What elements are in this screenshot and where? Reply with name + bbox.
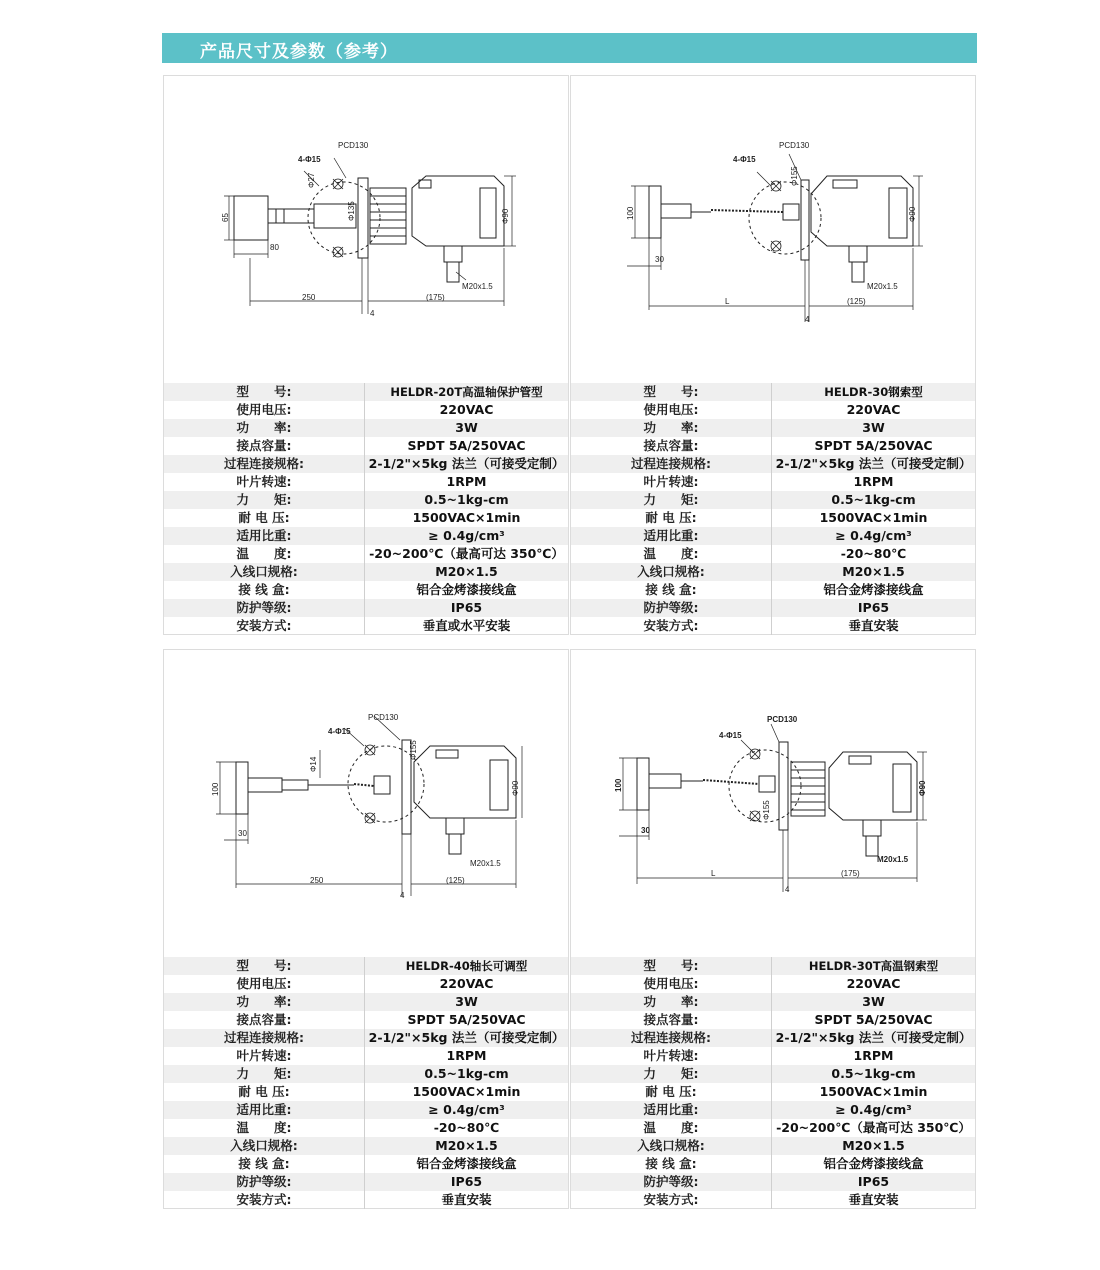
spec-label: 适用比重:: [164, 527, 365, 545]
spec-value: 2-1/2"×5kg 法兰（可接受定制）: [365, 455, 569, 473]
spec-row: [571, 1047, 975, 1065]
spec-row: [571, 455, 975, 473]
dim-head: (125): [847, 297, 866, 306]
dim-height: 100: [626, 206, 635, 220]
spec-value: 220VAC: [365, 975, 569, 993]
dim-paddle: 30: [655, 255, 664, 264]
adjustable-shaft: [354, 784, 374, 786]
spec-value: IP65: [365, 599, 569, 617]
section-header: [162, 33, 977, 63]
steel-cable: [711, 210, 783, 212]
spec-label: 接 线 盒:: [238, 1156, 290, 1171]
spec-value: 220VAC: [365, 401, 569, 419]
dim-cable: M20x1.5: [877, 855, 909, 864]
spec-row: [164, 599, 568, 617]
spec-label: 适用比重:: [164, 1101, 365, 1119]
pcd-circle: [749, 182, 821, 254]
spec-label: 型 号:: [571, 957, 772, 975]
spec-value: 铝合金烤漆接线盒: [772, 581, 976, 599]
spec-value: IP65: [365, 1173, 569, 1191]
spec-label: 力 矩:: [164, 491, 365, 509]
spec-label: 接点容量:: [236, 438, 292, 453]
spec-label: 安装方式:: [643, 1192, 699, 1207]
spec-label: 功 率:: [164, 993, 365, 1011]
spec-value: IP65: [772, 599, 976, 617]
spec-value: 0.5~1kg-cm: [772, 1065, 976, 1083]
dim-flange: 4: [805, 315, 810, 324]
spec-label: 安装方式:: [643, 618, 699, 633]
dim-holes: 4-Φ15: [719, 731, 742, 740]
spec-label: 叶片转速:: [643, 474, 699, 489]
dim-holes: 4-Φ15: [298, 155, 321, 164]
spec-label: 使用电压:: [643, 976, 699, 991]
spec-row: [164, 1029, 568, 1047]
spec-row: [164, 1119, 568, 1137]
spec-value: SPDT 5A/250VAC: [365, 1011, 569, 1029]
dim-height: 65: [221, 213, 230, 222]
housing: [414, 746, 516, 818]
spec-label: 叶片转速:: [643, 1048, 699, 1063]
spec-label: 温 度:: [236, 1120, 292, 1135]
dim-pcd: PCD130: [779, 141, 810, 150]
spec-value: SPDT 5A/250VAC: [365, 437, 569, 455]
spec-row: [571, 1119, 975, 1137]
spec-row: [164, 617, 568, 635]
spec-label: 过程连接规格:: [571, 455, 772, 473]
dim-d1: Φ155: [790, 166, 799, 186]
spec-value: 0.5~1kg-cm: [772, 491, 976, 509]
spec-label: 叶片转速:: [236, 1048, 292, 1063]
dim-height: 100: [614, 778, 623, 792]
spec-row: [164, 1065, 568, 1083]
spec-row: [571, 1011, 975, 1029]
spec-label: 温 度:: [643, 546, 699, 561]
dim-head: (175): [841, 869, 860, 878]
spec-row: [164, 581, 568, 599]
spec-label: 防护等级:: [164, 1173, 365, 1191]
paddle: [234, 196, 268, 240]
spec-label: 防护等级:: [164, 599, 365, 617]
spec-table: [164, 383, 568, 635]
spec-value: 垂直或水平安装: [365, 617, 569, 635]
dim-pcd: PCD130: [338, 141, 369, 150]
dim-body: Φ90: [918, 780, 927, 796]
spec-row: [164, 975, 568, 993]
dim-pcd: PCD130: [767, 715, 798, 724]
dim-length: 250: [302, 293, 316, 302]
spec-row: [164, 437, 568, 455]
spec-row: [164, 491, 568, 509]
dim-d1: Φ155: [762, 800, 771, 820]
dim-flange: 4: [400, 891, 405, 900]
dim-body: Φ90: [511, 780, 520, 796]
spec-label: 过程连接规格:: [164, 455, 365, 473]
spec-table: [571, 957, 975, 1209]
spec-value: 1500VAC×1min: [365, 509, 569, 527]
spec-label: 温 度:: [643, 1120, 699, 1135]
spec-row: [164, 455, 568, 473]
spec-value: 1RPM: [772, 1047, 976, 1065]
spec-value: M20×1.5: [365, 563, 569, 581]
spec-label: 耐 电 压:: [238, 1084, 290, 1099]
spec-label: 过程连接规格:: [164, 1029, 365, 1047]
flange: [801, 180, 809, 260]
paddle: [637, 758, 649, 810]
spec-label: 耐 电 压:: [645, 1084, 697, 1099]
dim-body: Φ90: [501, 208, 510, 224]
spec-label: 温 度:: [236, 546, 292, 561]
spec-label: 力 矩:: [164, 1065, 365, 1083]
spec-value: M20×1.5: [365, 1137, 569, 1155]
dim-paddle: 80: [270, 243, 279, 252]
spec-value: 3W: [772, 419, 976, 437]
spec-label: 耐 电 压:: [645, 510, 697, 525]
spec-value: IP65: [772, 1173, 976, 1191]
spec-label: 耐 电 压:: [238, 510, 290, 525]
spec-value: HELDR-40轴长可调型: [365, 957, 569, 975]
spec-row: [164, 473, 568, 491]
dimension-drawing: [571, 650, 975, 955]
dim-d2: Φ135: [347, 201, 356, 221]
spec-label: 型 号:: [164, 383, 365, 401]
spec-label: 入线口规格:: [571, 1137, 772, 1155]
spec-value: 1500VAC×1min: [772, 509, 976, 527]
spec-value: 220VAC: [772, 975, 976, 993]
spec-label: 接点容量:: [236, 1012, 292, 1027]
dim-d1: Φ27: [307, 172, 316, 188]
spec-value: M20×1.5: [772, 1137, 976, 1155]
spec-value: ≥ 0.4g/cm³: [772, 1101, 976, 1119]
dim-height: 100: [211, 782, 220, 796]
spec-row: [164, 1047, 568, 1065]
spec-label: 使用电压:: [236, 976, 292, 991]
spec-row: [571, 617, 975, 635]
spec-value: 1RPM: [365, 1047, 569, 1065]
spec-label: 接 线 盒:: [645, 582, 697, 597]
spec-row: [571, 509, 975, 527]
spec-row: [164, 527, 568, 545]
spec-row: [571, 1191, 975, 1209]
spec-label: 适用比重:: [571, 1101, 772, 1119]
spec-row: [571, 491, 975, 509]
spec-value: 垂直安装: [772, 1191, 976, 1209]
cable-gland: [849, 246, 867, 262]
dim-length: L: [725, 297, 730, 306]
spec-value: 2-1/2"×5kg 法兰（可接受定制）: [365, 1029, 569, 1047]
spec-table: [571, 383, 975, 635]
spec-label: 叶片转速:: [236, 474, 292, 489]
cooling-fins: [791, 762, 825, 816]
spec-row: [164, 1083, 568, 1101]
spec-label: 接点容量:: [643, 1012, 699, 1027]
spec-label: 接点容量:: [643, 438, 699, 453]
spec-value: 0.5~1kg-cm: [365, 1065, 569, 1083]
spec-value: SPDT 5A/250VAC: [772, 1011, 976, 1029]
spec-value: 1RPM: [365, 473, 569, 491]
spec-value: -20~200℃（最高可达 350℃）: [365, 545, 569, 563]
spec-row: [164, 509, 568, 527]
product-panel-heldr-30t: [570, 649, 976, 1209]
spec-row: [571, 957, 975, 975]
spec-row: [571, 581, 975, 599]
spec-row: [571, 1137, 975, 1155]
spec-row: [164, 1101, 568, 1119]
spec-row: [164, 545, 568, 563]
spec-value: HELDR-20T高温轴保护管型: [365, 383, 569, 401]
dim-d1: Φ14: [309, 756, 318, 772]
dim-cable: M20x1.5: [462, 282, 493, 291]
spec-value: HELDR-30钢索型: [772, 383, 976, 401]
paddle: [236, 762, 248, 814]
spec-label: 入线口规格:: [164, 563, 365, 581]
dim-d2: Φ155: [409, 740, 418, 760]
spec-value: -20~200℃（最高可达 350℃）: [772, 1119, 976, 1137]
housing: [412, 176, 504, 246]
spec-label: 型 号:: [571, 383, 772, 401]
dim-head: (125): [446, 876, 465, 885]
spec-value: 1500VAC×1min: [772, 1083, 976, 1101]
spec-row: [571, 1065, 975, 1083]
spec-row: [571, 1029, 975, 1047]
spec-row: [571, 563, 975, 581]
spec-value: 铝合金烤漆接线盒: [365, 581, 569, 599]
spec-row: [571, 473, 975, 491]
spec-row: [164, 1011, 568, 1029]
spec-row: [164, 1137, 568, 1155]
spec-label: 防护等级:: [571, 599, 772, 617]
spec-value: 2-1/2"×5kg 法兰（可接受定制）: [772, 455, 976, 473]
cable-gland: [446, 818, 464, 834]
spec-label: 过程连接规格:: [571, 1029, 772, 1047]
spec-row: [571, 419, 975, 437]
spec-row: [571, 1173, 975, 1191]
dim-holes: 4-Φ15: [733, 155, 756, 164]
spec-row: [571, 1083, 975, 1101]
cable-gland: [863, 820, 881, 836]
spec-label: 接 线 盒:: [238, 582, 290, 597]
spec-value: 3W: [772, 993, 976, 1011]
spec-value: 2-1/2"×5kg 法兰（可接受定制）: [772, 1029, 976, 1047]
spec-value: ≥ 0.4g/cm³: [772, 527, 976, 545]
spec-value: 铝合金烤漆接线盒: [772, 1155, 976, 1173]
product-panel-heldr-30: [570, 75, 976, 635]
dim-holes: 4-Φ15: [328, 727, 351, 736]
dim-paddle: 30: [238, 829, 247, 838]
spec-label: 功 率:: [571, 419, 772, 437]
housing: [829, 752, 917, 820]
spec-row: [164, 563, 568, 581]
spec-label: 适用比重:: [571, 527, 772, 545]
product-panel-heldr-40: [163, 649, 569, 1209]
spec-value: 3W: [365, 419, 569, 437]
dim-head: (175): [426, 293, 445, 302]
spec-row: [571, 437, 975, 455]
spec-value: M20×1.5: [772, 563, 976, 581]
spec-label: 防护等级:: [571, 1173, 772, 1191]
product-panel-heldr-20t: [163, 75, 569, 635]
spec-row: [164, 1191, 568, 1209]
dim-flange: 4: [785, 885, 790, 894]
spec-label: 功 率:: [164, 419, 365, 437]
spec-row: [571, 993, 975, 1011]
spec-value: ≥ 0.4g/cm³: [365, 1101, 569, 1119]
spec-label: 使用电压:: [643, 402, 699, 417]
spec-row: [164, 419, 568, 437]
housing: [811, 176, 913, 246]
spec-value: -20~80℃: [365, 1119, 569, 1137]
dimension-drawing: [164, 76, 568, 381]
spec-label: 接 线 盒:: [645, 1156, 697, 1171]
spec-value: 铝合金烤漆接线盒: [365, 1155, 569, 1173]
spec-value: 垂直安装: [772, 617, 976, 635]
spec-row: [164, 1173, 568, 1191]
cable-gland: [444, 246, 462, 262]
spec-label: 入线口规格:: [571, 563, 772, 581]
spec-label: 力 矩:: [571, 1065, 772, 1083]
spec-row: [164, 383, 568, 401]
dim-cable: M20x1.5: [470, 859, 501, 868]
spec-value: 220VAC: [772, 401, 976, 419]
spec-row: [571, 975, 975, 993]
spec-label: 安装方式:: [236, 618, 292, 633]
spec-row: [571, 383, 975, 401]
spec-label: 使用电压:: [236, 402, 292, 417]
spec-row: [571, 527, 975, 545]
spec-value: ≥ 0.4g/cm³: [365, 527, 569, 545]
shaft: [268, 209, 314, 223]
spec-value: 1RPM: [772, 473, 976, 491]
section-title: 产品尺寸及参数（参考）: [200, 42, 398, 62]
dim-body: Φ90: [908, 206, 917, 222]
spec-label: 力 矩:: [571, 491, 772, 509]
dimension-drawing: [571, 76, 975, 381]
spec-value: 3W: [365, 993, 569, 1011]
dim-length: 250: [310, 876, 324, 885]
spec-row: [164, 993, 568, 1011]
dim-flange: 4: [370, 309, 375, 318]
spec-value: SPDT 5A/250VAC: [772, 437, 976, 455]
spec-row: [571, 545, 975, 563]
spec-label: 型 号:: [164, 957, 365, 975]
spec-row: [571, 401, 975, 419]
spec-row: [164, 1155, 568, 1173]
spec-label: 安装方式:: [236, 1192, 292, 1207]
spec-value: 垂直安装: [365, 1191, 569, 1209]
spec-row: [571, 1155, 975, 1173]
dim-cable: M20x1.5: [867, 282, 898, 291]
dimension-drawing: [164, 650, 568, 955]
spec-label: 入线口规格:: [164, 1137, 365, 1155]
spec-row: [571, 599, 975, 617]
paddle: [649, 186, 661, 238]
spec-value: HELDR-30T高温钢索型: [772, 957, 976, 975]
spec-label: 功 率:: [571, 993, 772, 1011]
steel-cable: [703, 780, 759, 784]
spec-value: -20~80℃: [772, 545, 976, 563]
spec-row: [164, 957, 568, 975]
spec-value: 0.5~1kg-cm: [365, 491, 569, 509]
dim-length: L: [711, 869, 716, 878]
spec-value: 1500VAC×1min: [365, 1083, 569, 1101]
pcd-circle: [308, 182, 380, 254]
spec-table: [164, 957, 568, 1209]
spec-row: [571, 1101, 975, 1119]
dim-paddle: 30: [641, 826, 650, 835]
spec-row: [164, 401, 568, 419]
dim-pcd: PCD130: [368, 713, 399, 722]
